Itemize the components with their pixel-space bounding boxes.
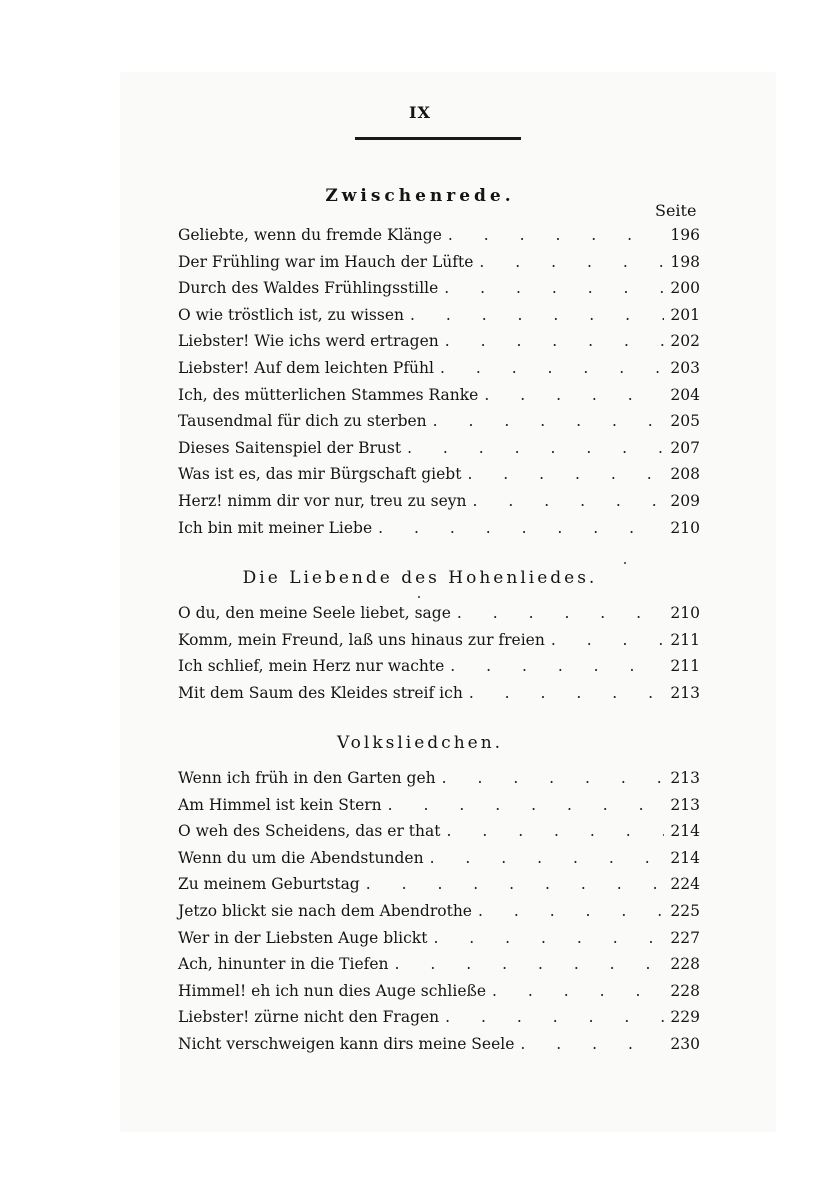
dot-leader (445, 332, 665, 350)
toc-entry (178, 769, 700, 796)
toc-entry-title: Jetzo blickt sie nach dem Abendrothe (178, 901, 472, 920)
toc-entry (178, 332, 700, 359)
page-folio: IX (409, 103, 431, 122)
toc-entry-title: Wenn du um die Abendstunden (178, 848, 424, 867)
toc-entry (178, 604, 700, 631)
toc-entry-page: 211 (670, 657, 700, 676)
toc-entry (178, 929, 700, 956)
dot-leader (442, 769, 665, 787)
toc-entry-title: Durch des Waldes Frühlingsstille (178, 279, 439, 298)
toc-entry-title: Ach, hinunter in die Tiefen (178, 955, 389, 974)
toc-entry (178, 412, 700, 439)
toc-entry-page: 205 (670, 412, 700, 431)
dot-leader (444, 279, 664, 297)
toc-entry-page: 210 (670, 604, 700, 622)
toc-entry-page: 230 (670, 1034, 700, 1053)
toc-entry-page: 202 (670, 332, 700, 351)
toc-entry-page: 201 (670, 305, 700, 324)
dot-leader (492, 982, 664, 1000)
toc-entry-page: 228 (670, 981, 700, 1000)
toc-entry (178, 306, 700, 333)
toc-entry-page: 209 (670, 491, 700, 510)
toc-entry (178, 226, 700, 253)
toc-entry (178, 1008, 700, 1035)
toc-entry (178, 386, 700, 413)
toc-entry-title: O wie tröstlich ist, zu wissen (178, 305, 404, 324)
toc-entry-page: 214 (670, 822, 700, 841)
toc-list-hohenlied (178, 604, 700, 710)
toc-entry-page: 203 (670, 358, 700, 377)
toc-list-volksliedchen (178, 769, 700, 1062)
dot-leader (407, 439, 664, 457)
toc-entry-page: 207 (670, 438, 700, 457)
toc-entry-title: Am Himmel ist kein Stern (178, 795, 382, 814)
toc-entry-page: 211 (670, 630, 700, 649)
toc-entry-title: Wenn ich früh in den Garten geh (178, 769, 436, 787)
toc-entry-title: Dieses Saitenspiel der Brust (178, 438, 402, 457)
section-heading-zwischenrede: Zwischenrede. (325, 186, 515, 206)
dot-leader (469, 684, 665, 702)
toc-entry-page: 198 (670, 252, 700, 271)
toc-entry-page: 213 (670, 683, 700, 702)
toc-entry-title: Himmel! eh ich nun dies Auge schließe (178, 981, 487, 1000)
toc-entry-title: Komm, mein Freund, laß uns hinaus zur freien (178, 630, 545, 649)
toc-entry-title: Liebster! Auf dem leichten Pfühl (178, 358, 434, 377)
toc-entry-title: Tausendmal für dich zu sterben (178, 412, 427, 431)
dot-leader (445, 1008, 664, 1026)
dot-leader (479, 253, 664, 271)
toc-entry-title: Nicht verschweigen kann dirs meine Seele (178, 1034, 515, 1053)
dot-leader (410, 306, 664, 324)
page-column-label: Seite (655, 201, 697, 220)
dot-leader (478, 902, 664, 920)
toc-entry-title: Zu meinem Geburtstag (178, 875, 360, 894)
toc-entry-page: 225 (670, 901, 700, 920)
toc-entry-page: 213 (670, 769, 700, 787)
toc-entry (178, 982, 700, 1009)
toc-entry-title: Der Frühling war im Hauch der Lüfte (178, 252, 474, 271)
toc-entry (178, 439, 700, 466)
toc-entry-page: 213 (670, 795, 700, 814)
toc-entry-page: 214 (670, 848, 700, 867)
dot-leader (457, 604, 665, 622)
dot-leader (448, 226, 665, 244)
toc-entry (178, 465, 700, 492)
toc-entry-title: Ich schlief, mein Herz nur wachte (178, 657, 445, 676)
toc-entry (178, 279, 700, 306)
toc-entry (178, 1035, 700, 1062)
toc-entry (178, 955, 700, 982)
toc-entry (178, 849, 700, 876)
toc-entry-title: Wer in der Liebsten Auge blickt (178, 928, 428, 947)
toc-entry-title: Was ist es, das mir Bürgschaft giebt (178, 465, 462, 484)
toc-entry (178, 657, 700, 684)
toc-entry-page: 204 (670, 385, 700, 404)
toc-entry-title: O du, den meine Seele liebet, sage (178, 604, 451, 622)
toc-entry-title: Herz! nimm dir vor nur, treu zu seyn (178, 491, 467, 510)
dot-leader (473, 492, 665, 510)
toc-entry (178, 631, 700, 658)
toc-entry (178, 684, 700, 711)
dot-leader (430, 849, 665, 867)
toc-entry-title: Liebster! Wie ichs werd ertragen (178, 332, 439, 351)
dot-leader (467, 465, 664, 483)
dot-leader (378, 519, 664, 537)
toc-entry-page: 224 (670, 875, 700, 894)
toc-entry-title: O weh des Scheidens, das er that (178, 822, 441, 841)
header-rule (355, 137, 521, 140)
toc-entry (178, 902, 700, 929)
toc-entry (178, 519, 700, 546)
section-heading-hohenlied: Die Liebende des Hohenliedes. (242, 568, 598, 588)
toc-entry-page: 229 (670, 1008, 700, 1027)
toc-entry-title: Geliebte, wenn du fremde Klänge (178, 226, 442, 244)
toc-entry-page: 196 (670, 226, 700, 244)
toc-entry (178, 822, 700, 849)
toc-entry (178, 796, 700, 823)
print-speck (418, 596, 420, 598)
toc-entry (178, 253, 700, 280)
print-speck (624, 562, 626, 564)
dot-leader (447, 822, 665, 840)
toc-entry-title: Mit dem Saum des Kleides streif ich (178, 683, 463, 702)
toc-entry-title: Liebster! zürne nicht den Fragen (178, 1008, 440, 1027)
toc-entry (178, 359, 700, 386)
toc-entry (178, 875, 700, 902)
toc-entry-page: 228 (670, 955, 700, 974)
toc-entry (178, 492, 700, 519)
dot-leader (388, 796, 665, 814)
section-heading-volksliedchen: Volksliedchen. (336, 733, 504, 753)
toc-entry-title: Ich, des mütterlichen Stammes Ranke (178, 385, 479, 404)
dot-leader (440, 359, 664, 377)
toc-entry-title: Ich bin mit meiner Liebe (178, 518, 373, 537)
dot-leader (433, 929, 664, 947)
toc-entry-page: 208 (670, 465, 700, 484)
dot-leader (520, 1035, 664, 1053)
dot-leader (551, 631, 665, 649)
dot-leader (450, 657, 664, 675)
dot-leader (366, 875, 665, 893)
toc-entry-page: 210 (670, 518, 700, 537)
dot-leader (484, 386, 664, 404)
toc-list-zwischenrede (178, 226, 700, 545)
dot-leader (395, 955, 665, 973)
dot-leader (433, 412, 665, 430)
toc-entry-page: 227 (670, 928, 700, 947)
toc-entry-page: 200 (670, 279, 700, 298)
